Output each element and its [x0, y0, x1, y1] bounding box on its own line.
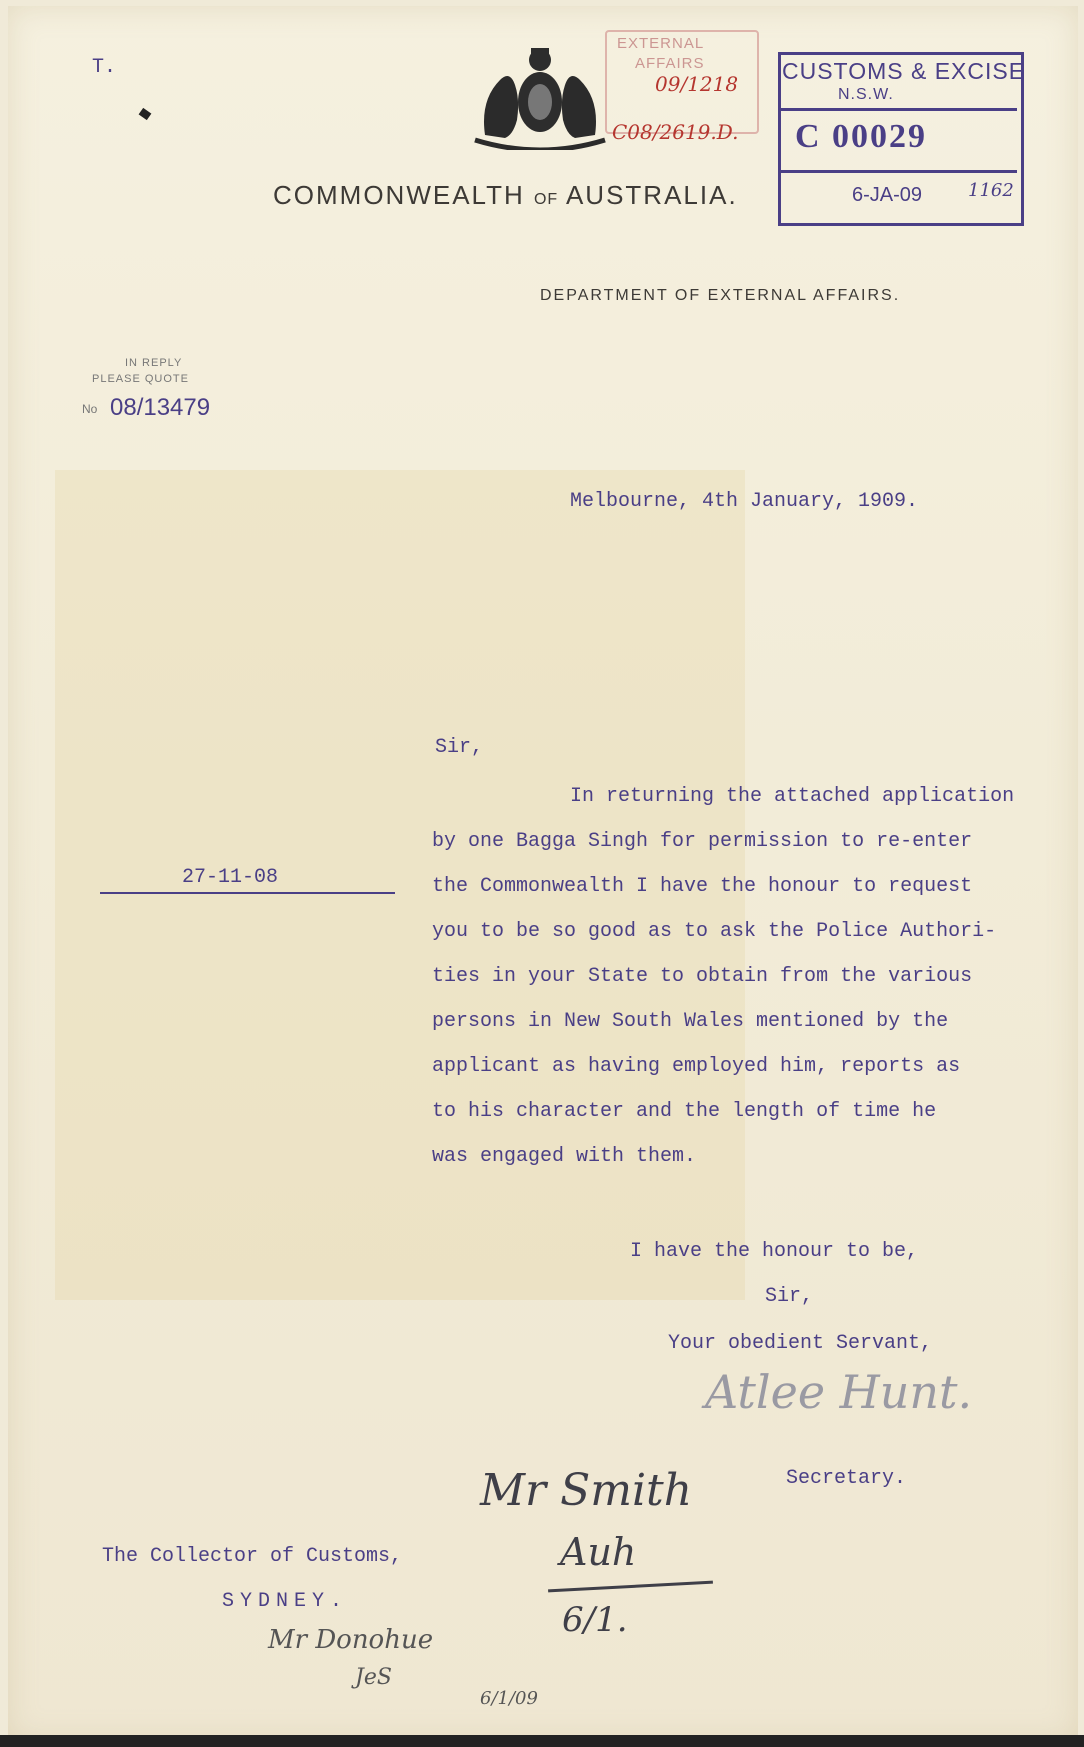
handwritten-initials: Auh	[560, 1530, 637, 1574]
body-line: ties in your State to obtain from the various	[432, 965, 973, 988]
customs-stamp-line2: N.S.W.	[838, 86, 894, 103]
body-line: persons in New South Wales mentioned by the	[432, 1010, 949, 1033]
letterhead-title-part2: AUSTRALIA.	[558, 180, 738, 210]
handwritten-name: Mr Donohue	[268, 1625, 434, 1655]
coat-of-arms-icon	[465, 40, 615, 150]
body-line: by one Bagga Singh for permission to re-enter	[432, 830, 973, 853]
addressee: The Collector of Customs,	[102, 1545, 403, 1568]
salutation: Sir,	[435, 736, 484, 759]
handwritten-red-reference: C08/2619.D.	[612, 120, 739, 144]
body-line: to his character and the length of time he	[432, 1100, 937, 1123]
letterhead-title-part1: COMMONWEALTH	[273, 180, 534, 210]
body-line: applicant as having employed him, reports as	[432, 1055, 961, 1078]
body-line: was engaged with them.	[432, 1145, 697, 1168]
handwritten-initials: JeS	[355, 1665, 392, 1690]
closing-line: Sir,	[765, 1285, 814, 1308]
reply-label-line1: IN REPLY	[125, 357, 183, 369]
ext-stamp-line1: EXTERNAL	[617, 35, 705, 52]
customs-stamp-date: 6-JA-09	[852, 184, 923, 206]
signer-title: Secretary.	[786, 1467, 907, 1490]
stamp-divider	[781, 170, 1017, 173]
handwritten-red-date: 09/1218	[655, 72, 739, 96]
letterhead-title-of: OF	[533, 191, 559, 208]
customs-stamp-line1: CUSTOMS & EXCISE	[782, 58, 1026, 84]
reply-reference-number: 08/13479	[110, 394, 211, 421]
customs-stamp-number: C 00029	[795, 118, 928, 155]
handwritten-date: 6/1/09	[480, 1688, 538, 1709]
letter-date: Melbourne, 4th January, 1909.	[570, 490, 919, 513]
scan-bottom-edge	[0, 1735, 1084, 1747]
reply-no-label: No	[82, 402, 98, 416]
department-name: DEPARTMENT OF EXTERNAL AFFAIRS.	[540, 287, 901, 304]
reply-label-line2: PLEASE QUOTE	[92, 373, 189, 385]
margin-rule	[100, 892, 395, 894]
signature: Atlee Hunt.	[705, 1365, 973, 1419]
top-left-mark: T.	[92, 56, 117, 79]
closing-line: Your obedient Servant,	[668, 1332, 933, 1355]
body-line: the Commonwealth I have the honour to request	[432, 875, 973, 898]
customs-stamp-handwritten-note: 1162	[968, 180, 1014, 201]
closing-line: I have the honour to be,	[630, 1240, 919, 1263]
ext-stamp-line2: AFFAIRS	[635, 55, 705, 72]
handwritten-date-fraction: 6/1.	[562, 1600, 628, 1640]
body-line: you to be so good as to ask the Police Authori-	[432, 920, 997, 943]
handwritten-initials: Mr Smith	[480, 1465, 693, 1516]
margin-date: 27-11-08	[182, 866, 279, 889]
addressee-city: SYDNEY.	[222, 1590, 349, 1613]
stamp-divider	[781, 108, 1017, 111]
letterhead-title	[273, 180, 738, 211]
body-line: In returning the attached application	[570, 785, 1015, 808]
